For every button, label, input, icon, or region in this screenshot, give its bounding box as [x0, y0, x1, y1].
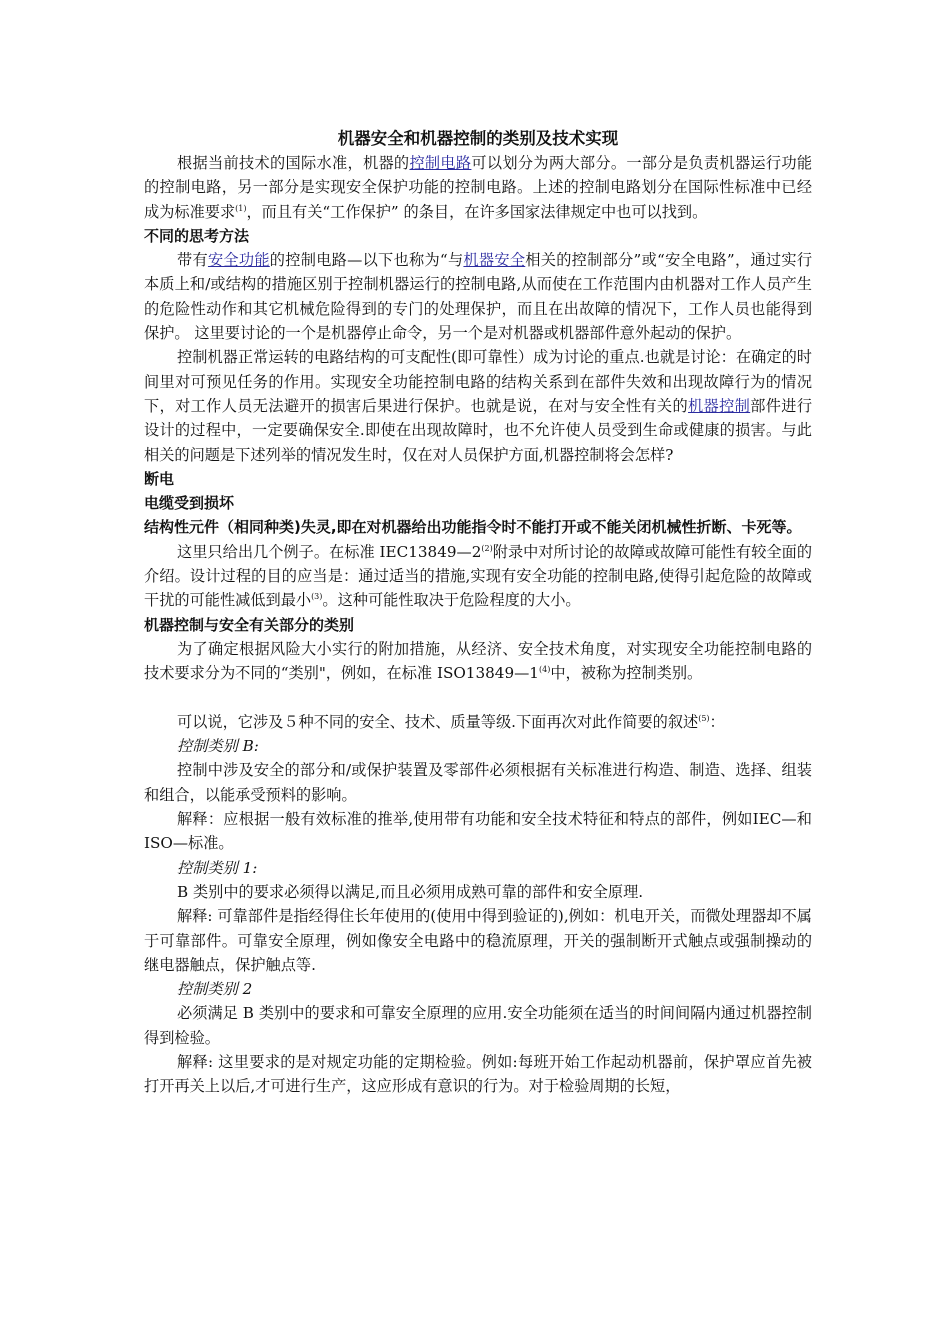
document-title: 机器安全和机器控制的类别及技术实现 [337, 129, 619, 148]
machine-control-link[interactable]: 机器控制 [688, 396, 751, 415]
categories-paragraph: 为了确定根据风险大小实行的附加措施，从经济、安全技术角度，对实现安全功能控制电路的技术要求分为不同的“类别"，例如，在标准 ISO13849—1$^{(4)}$中，被称为控制类别。 [144, 639, 812, 683]
intro-paragraph: 根据当前技术的国际水准，机器的控制电路可以划分为两大部分。一部分是负责机器运行功能的控制电路，另一部分是实现安全保护功能的控制电路。上述的控制电路划分在国际性标准中已经成为标准要求$^{(1)}$，而且有关“工作保护” 的条目，在许多国家法律规定中也可以找到。 [144, 154, 813, 221]
category-2-explanation: 解释: 这里要求的是对规定功能的定期检验。例如:每班开始工作起动机器前，保护罩应首先被打开再关上以后,才可进行生产，这应形成有意识的行为。对于检验周期的长短， [144, 1052, 812, 1096]
category-1-explanation: 解释: 可靠部件是指经得住长年使用的(使用中得到验证的),例如：机电开关，而微处理器却不属于可靠部件。可靠安全原理，例如像安全电路中的稳流原理，开关的强制断开式触点或强制操动的继电器触点，保护触点等. [144, 907, 812, 974]
section-heading-thinking: 不同的思考方法 [144, 226, 250, 245]
category-1-heading: 控制类别 1: [177, 858, 258, 877]
heading-component-failure: 结构性元件（相同种类)失灵,即在对机器给出功能指令时不能打开或不能关闭机械性折断、卡死等。 [144, 518, 802, 537]
category-b-text: 控制中涉及安全的部分和/或保护装置及零部件必须根据有关标准进行构造、制造、选择、组装和组合，以能承受预料的影响。 [144, 761, 812, 804]
safety-function-link[interactable]: 安全功能 [207, 251, 270, 270]
blank-line [144, 686, 812, 710]
footnote-ref: (3) [311, 592, 323, 602]
levels-paragraph: 可以说，它涉及５种不同的安全、技术、质量等级.下面再次对此作简要的叙述$^{(5)}$： [177, 712, 725, 731]
category-2-heading: 控制类别 2 [177, 980, 253, 999]
examples-paragraph: 这里只给出几个例子。在标准 IEC13849—2$^{(2)}$附录中对所讨论的故障或故障可能性有较全面的介绍。设计过程的目的应当是：通过适当的措施,实现有安全功能的控制电路,使得引起危险的故障或干扰的可能性减低到最小$^{(3)}$。这种可能性取决于危险程度的大小。 [144, 542, 813, 610]
section-heading-categories: 机器控制与安全有关部分的类别 [144, 615, 355, 634]
heading-cable-damage: 电缆受到损坏 [144, 494, 235, 513]
machine-safety-link[interactable]: 机器安全 [463, 251, 526, 270]
safety-function-paragraph: 带有安全功能的控制电路—以下也称为“与机器安全相关的控制部分”或“安全电路”，通过实行本质上和/或结构的措施区别于控制机器运行的控制电路,从而使在工作范围内由机器对工作人员产生的危险性动作和其它机械危险得到的专门的处理保护，而且在出故障的情况下，工作人员也能得到保护。 这里要讨论的一个是机器停止命令，另一个是对机器或机器部件意外起动的保护。 [144, 251, 813, 343]
document-page [144, 126, 812, 1099]
category-2-text: 必须满足 B 类别中的要求和可靠安全原理的应用.安全功能须在适当的时间间隔内通过机器控制得到检验。 [144, 1004, 812, 1047]
category-1-text: B 类别中的要求必须得以满足,而且必须用成熟可靠的部件和安全原理. [177, 882, 644, 901]
footnote-ref: (5) [698, 713, 710, 723]
footnote-ref: (2) [481, 543, 493, 553]
reliability-paragraph: 控制机器正常运转的电路结构的可支配性(即可靠性）成为讨论的重点.也就是讨论：在确定的时间里对可预见任务的作用。实现安全功能控制电路的结构关系到在部件失效和出现故障行为的情况下，对工作人员无法避开的损害后果进行保护。也就是说，在对与安全性有关的机器控制部件进行设计的过程中，一定要确保安全.即使在出现故障时，也不允许使人员受到生命或健康的损害。与此相关的问题是下述列举的情况发生时，仅在对人员保护方面,机器控制将会怎样? [144, 348, 813, 464]
footnote-ref: (4) [538, 665, 551, 675]
footnote-ref: (1) [235, 203, 247, 213]
category-b-explanation: 解释：应根据一般有效标准的推举,使用带有功能和安全技术特征和特点的部件，例如IEC—和 ISO—标准。 [144, 810, 812, 853]
control-circuit-link[interactable]: 控制电路 [409, 154, 472, 172]
heading-power-off: 断电 [144, 469, 175, 488]
category-b-heading: 控制类别 B: [177, 737, 259, 756]
